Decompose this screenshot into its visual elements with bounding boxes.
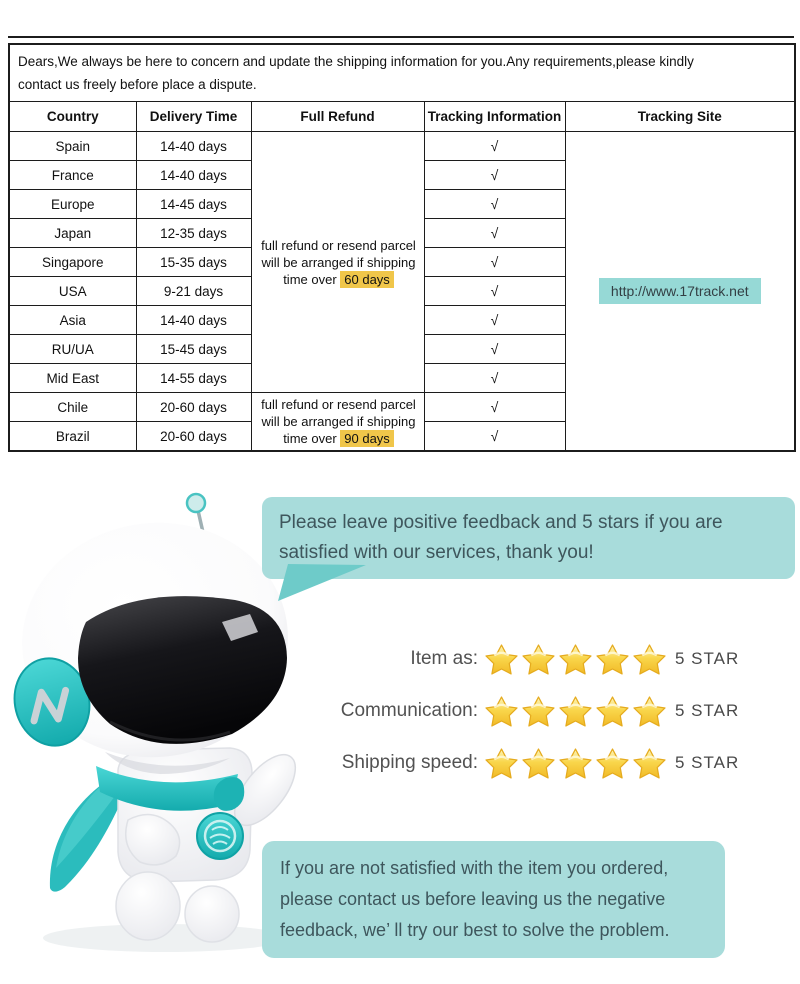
feedback-speech-bubble: Please leave positive feedback and 5 stars if you are satisfied with our services, thank you! [262, 497, 795, 579]
highlight-days: 60 days [340, 271, 394, 288]
robot-left-foot [116, 872, 180, 940]
country-cell: Asia [9, 306, 136, 335]
robot-mascot-illustration [0, 490, 300, 960]
table-row [9, 132, 795, 161]
star-icon [633, 643, 666, 676]
column-header-refund: Full Refund [251, 102, 424, 132]
check-mark-icon: √ [424, 132, 565, 161]
rating-label: Shipping speed: [341, 752, 478, 773]
table-note-row [9, 44, 795, 102]
country-cell: Europe [9, 190, 136, 219]
delivery-time-cell: 14-40 days [136, 132, 251, 161]
delivery-time-cell: 20-60 days [136, 393, 251, 422]
rating-row [330, 633, 760, 685]
delivery-time-cell: 9-21 days [136, 277, 251, 306]
delivery-time-cell: 14-40 days [136, 161, 251, 190]
robot-visor [78, 596, 287, 744]
full-refund-cell: full refund or resend parcel will be arranged if shipping time over 90 days [251, 393, 424, 452]
table-header-row [9, 102, 795, 132]
delivery-time-cell: 14-40 days [136, 306, 251, 335]
antenna-ball [187, 494, 205, 512]
rating-label: Item as: [410, 648, 478, 669]
check-mark-icon: √ [424, 306, 565, 335]
star-rating [485, 747, 666, 780]
full-refund-cell: full refund or resend parcel will be arranged if shipping time over 60 days [251, 132, 424, 393]
rating-suffix-label: 5 STAR [675, 701, 740, 720]
rating-label: Communication: [340, 700, 478, 721]
check-mark-icon: √ [424, 248, 565, 277]
star-icon [559, 695, 592, 728]
country-cell: Japan [9, 219, 136, 248]
delivery-time-cell: 20-60 days [136, 422, 251, 452]
check-mark-icon: √ [424, 364, 565, 393]
star-icon [633, 747, 666, 780]
highlight-days: 90 days [340, 430, 394, 447]
star-icon [485, 695, 518, 728]
rating-row [330, 685, 760, 737]
tracking-site-cell [565, 132, 795, 452]
column-header-site: Tracking Site [565, 102, 795, 132]
check-mark-icon: √ [424, 277, 565, 306]
country-cell: Spain [9, 132, 136, 161]
rating-section [330, 633, 760, 789]
country-cell: USA [9, 277, 136, 306]
rating-suffix-label: 5 STAR [675, 649, 740, 668]
star-icon [522, 695, 555, 728]
dispute-notice-box: If you are not satisfied with the item you ordered, please contact us before leaving us the negative feedback, we’ ll try our best to solve the problem. [262, 841, 725, 958]
star-icon [596, 643, 629, 676]
country-cell: Brazil [9, 422, 136, 452]
check-mark-icon: √ [424, 335, 565, 364]
delivery-time-cell: 15-45 days [136, 335, 251, 364]
country-cell: Mid East [9, 364, 136, 393]
star-rating [485, 643, 666, 676]
tracking-site-link[interactable]: http://www.17track.net [599, 278, 761, 304]
rating-suffix-label: 5 STAR [675, 753, 740, 772]
country-cell: Chile [9, 393, 136, 422]
country-cell: Singapore [9, 248, 136, 277]
column-header-country: Country [9, 102, 136, 132]
star-icon [596, 695, 629, 728]
delivery-time-cell: 14-45 days [136, 190, 251, 219]
speech-bubble-tail [266, 564, 376, 604]
star-rating [485, 695, 666, 728]
star-icon [522, 747, 555, 780]
star-icon [633, 695, 666, 728]
delivery-time-cell: 12-35 days [136, 219, 251, 248]
column-header-tracking: Tracking Information [424, 102, 565, 132]
country-cell: RU/UA [9, 335, 136, 364]
star-icon [559, 747, 592, 780]
check-mark-icon: √ [424, 219, 565, 248]
star-icon [559, 643, 592, 676]
column-header-delivery: Delivery Time [136, 102, 251, 132]
star-icon [522, 643, 555, 676]
check-mark-icon: √ [424, 422, 565, 452]
table-body [9, 132, 795, 452]
country-cell: France [9, 161, 136, 190]
shipping-table [8, 43, 796, 452]
rating-row [330, 737, 760, 789]
top-divider [8, 36, 794, 38]
check-mark-icon: √ [424, 190, 565, 219]
delivery-time-cell: 14-55 days [136, 364, 251, 393]
check-mark-icon: √ [424, 393, 565, 422]
check-mark-icon: √ [424, 161, 565, 190]
star-icon [485, 643, 518, 676]
shipping-notice-text: Dears,We always be here to concern and update the shipping information for you.Any requirements,please kindly contact us freely before place a dispute. [9, 44, 795, 102]
star-icon [485, 747, 518, 780]
delivery-time-cell: 15-35 days [136, 248, 251, 277]
robot-right-foot [185, 886, 239, 942]
star-icon [596, 747, 629, 780]
